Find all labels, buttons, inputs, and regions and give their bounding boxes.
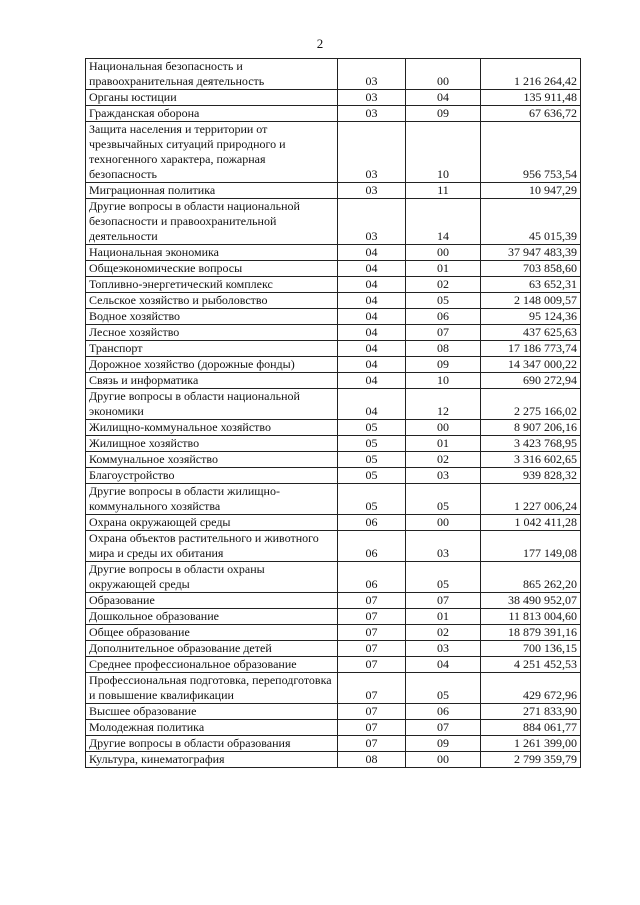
- section-code-cell: 04: [338, 293, 406, 309]
- table-row: [86, 245, 581, 261]
- section-code-cell: 07: [338, 673, 406, 704]
- subsection-code-cell: 05: [406, 562, 481, 593]
- section-code-cell: 07: [338, 641, 406, 657]
- section-code-cell: 06: [338, 515, 406, 531]
- subsection-code-cell: 03: [406, 468, 481, 484]
- table-row: [86, 122, 581, 183]
- expense-name-cell: Связь и информатика: [86, 373, 338, 389]
- budget-table: [85, 58, 581, 768]
- section-code-cell: 06: [338, 562, 406, 593]
- table-row: [86, 325, 581, 341]
- table-row: [86, 609, 581, 625]
- table-row: [86, 341, 581, 357]
- amount-cell: 135 911,48: [481, 90, 581, 106]
- section-code-cell: 04: [338, 309, 406, 325]
- amount-cell: 3 316 602,65: [481, 452, 581, 468]
- table-row: [86, 357, 581, 373]
- table-row: [86, 309, 581, 325]
- amount-cell: 703 858,60: [481, 261, 581, 277]
- subsection-code-cell: 05: [406, 673, 481, 704]
- table-row: [86, 736, 581, 752]
- amount-cell: 3 423 768,95: [481, 436, 581, 452]
- table-row: [86, 468, 581, 484]
- subsection-code-cell: 07: [406, 720, 481, 736]
- subsection-code-cell: 02: [406, 625, 481, 641]
- subsection-code-cell: 00: [406, 752, 481, 768]
- expense-name-cell: Культура, кинематография: [86, 752, 338, 768]
- section-code-cell: 07: [338, 720, 406, 736]
- amount-cell: 700 136,15: [481, 641, 581, 657]
- expense-name-cell: Другие вопросы в области образования: [86, 736, 338, 752]
- amount-cell: 18 879 391,16: [481, 625, 581, 641]
- subsection-code-cell: 04: [406, 657, 481, 673]
- expense-name-cell: Сельское хозяйство и рыболовство: [86, 293, 338, 309]
- amount-cell: 1 227 006,24: [481, 484, 581, 515]
- subsection-code-cell: 02: [406, 277, 481, 293]
- subsection-code-cell: 09: [406, 736, 481, 752]
- amount-cell: 1 261 399,00: [481, 736, 581, 752]
- table-row: [86, 625, 581, 641]
- amount-cell: 177 149,08: [481, 531, 581, 562]
- subsection-code-cell: 10: [406, 373, 481, 389]
- expense-name-cell: Благоустройство: [86, 468, 338, 484]
- section-code-cell: 04: [338, 341, 406, 357]
- subsection-code-cell: 01: [406, 609, 481, 625]
- amount-cell: 1 216 264,42: [481, 59, 581, 90]
- subsection-code-cell: 07: [406, 593, 481, 609]
- subsection-code-cell: 14: [406, 199, 481, 245]
- section-code-cell: 04: [338, 389, 406, 420]
- section-code-cell: 07: [338, 704, 406, 720]
- amount-cell: 2 275 166,02: [481, 389, 581, 420]
- table-row: [86, 452, 581, 468]
- table-row: [86, 59, 581, 90]
- subsection-code-cell: 09: [406, 357, 481, 373]
- expense-name-cell: Жилищно-коммунальное хозяйство: [86, 420, 338, 436]
- expense-name-cell: Образование: [86, 593, 338, 609]
- section-code-cell: 07: [338, 625, 406, 641]
- section-code-cell: 04: [338, 261, 406, 277]
- amount-cell: 4 251 452,53: [481, 657, 581, 673]
- amount-cell: 429 672,96: [481, 673, 581, 704]
- amount-cell: 67 636,72: [481, 106, 581, 122]
- expense-name-cell: Охрана объектов растительного и животного мира и среды их обитания: [86, 531, 338, 562]
- amount-cell: 14 347 000,22: [481, 357, 581, 373]
- subsection-code-cell: 09: [406, 106, 481, 122]
- expense-name-cell: Другие вопросы в области жилищно-коммунального хозяйства: [86, 484, 338, 515]
- amount-cell: 690 272,94: [481, 373, 581, 389]
- expense-name-cell: Общее образование: [86, 625, 338, 641]
- table-row: [86, 641, 581, 657]
- amount-cell: 2 148 009,57: [481, 293, 581, 309]
- section-code-cell: 05: [338, 452, 406, 468]
- section-code-cell: 03: [338, 199, 406, 245]
- section-code-cell: 05: [338, 468, 406, 484]
- table-row: [86, 261, 581, 277]
- table-row: [86, 720, 581, 736]
- amount-cell: 939 828,32: [481, 468, 581, 484]
- table-row: [86, 752, 581, 768]
- subsection-code-cell: 00: [406, 420, 481, 436]
- subsection-code-cell: 01: [406, 261, 481, 277]
- subsection-code-cell: 12: [406, 389, 481, 420]
- subsection-code-cell: 10: [406, 122, 481, 183]
- amount-cell: 865 262,20: [481, 562, 581, 593]
- section-code-cell: 03: [338, 183, 406, 199]
- expense-name-cell: Охрана окружающей среды: [86, 515, 338, 531]
- section-code-cell: 07: [338, 657, 406, 673]
- expense-name-cell: Другие вопросы в области охраны окружающей среды: [86, 562, 338, 593]
- amount-cell: 38 490 952,07: [481, 593, 581, 609]
- subsection-code-cell: 03: [406, 531, 481, 562]
- table-row: [86, 293, 581, 309]
- expense-name-cell: Другие вопросы в области национальной экономики: [86, 389, 338, 420]
- expense-name-cell: Общеэкономические вопросы: [86, 261, 338, 277]
- subsection-code-cell: 03: [406, 641, 481, 657]
- table-row: [86, 562, 581, 593]
- section-code-cell: 07: [338, 609, 406, 625]
- subsection-code-cell: 05: [406, 484, 481, 515]
- table-row: [86, 593, 581, 609]
- expense-name-cell: Профессиональная подготовка, переподготовка и повышение квалификации: [86, 673, 338, 704]
- section-code-cell: 05: [338, 484, 406, 515]
- section-code-cell: 05: [338, 420, 406, 436]
- subsection-code-cell: 11: [406, 183, 481, 199]
- table-row: [86, 515, 581, 531]
- amount-cell: 17 186 773,74: [481, 341, 581, 357]
- table-row: [86, 657, 581, 673]
- expense-name-cell: Молодежная политика: [86, 720, 338, 736]
- table-row: [86, 199, 581, 245]
- section-code-cell: 04: [338, 277, 406, 293]
- subsection-code-cell: 04: [406, 90, 481, 106]
- subsection-code-cell: 00: [406, 515, 481, 531]
- table-row: [86, 436, 581, 452]
- expense-name-cell: Высшее образование: [86, 704, 338, 720]
- expense-name-cell: Гражданская оборона: [86, 106, 338, 122]
- subsection-code-cell: 00: [406, 59, 481, 90]
- table-row: [86, 106, 581, 122]
- amount-cell: 884 061,77: [481, 720, 581, 736]
- budget-table-body: [86, 59, 581, 768]
- amount-cell: 45 015,39: [481, 199, 581, 245]
- section-code-cell: 03: [338, 59, 406, 90]
- expense-name-cell: Дорожное хозяйство (дорожные фонды): [86, 357, 338, 373]
- section-code-cell: 03: [338, 122, 406, 183]
- section-code-cell: 03: [338, 90, 406, 106]
- subsection-code-cell: 06: [406, 704, 481, 720]
- subsection-code-cell: 07: [406, 325, 481, 341]
- section-code-cell: 04: [338, 373, 406, 389]
- amount-cell: 95 124,36: [481, 309, 581, 325]
- amount-cell: 8 907 206,16: [481, 420, 581, 436]
- subsection-code-cell: 00: [406, 245, 481, 261]
- amount-cell: 271 833,90: [481, 704, 581, 720]
- section-code-cell: 04: [338, 357, 406, 373]
- table-row: [86, 183, 581, 199]
- table-row: [86, 673, 581, 704]
- subsection-code-cell: 01: [406, 436, 481, 452]
- section-code-cell: 08: [338, 752, 406, 768]
- expense-name-cell: Национальная экономика: [86, 245, 338, 261]
- section-code-cell: 03: [338, 106, 406, 122]
- expense-name-cell: Дошкольное образование: [86, 609, 338, 625]
- amount-cell: 2 799 359,79: [481, 752, 581, 768]
- expense-name-cell: Водное хозяйство: [86, 309, 338, 325]
- expense-name-cell: Транспорт: [86, 341, 338, 357]
- expense-name-cell: Защита населения и территории от чрезвычайных ситуаций природного и техногенного характера, пожарная безопасность: [86, 122, 338, 183]
- table-row: [86, 484, 581, 515]
- table-row: [86, 277, 581, 293]
- expense-name-cell: Органы юстиции: [86, 90, 338, 106]
- section-code-cell: 04: [338, 325, 406, 341]
- expense-name-cell: Жилищное хозяйство: [86, 436, 338, 452]
- section-code-cell: 04: [338, 245, 406, 261]
- expense-name-cell: Лесное хозяйство: [86, 325, 338, 341]
- expense-name-cell: Национальная безопасность и правоохранительная деятельность: [86, 59, 338, 90]
- expense-name-cell: Дополнительное образование детей: [86, 641, 338, 657]
- amount-cell: 37 947 483,39: [481, 245, 581, 261]
- expense-name-cell: Другие вопросы в области национальной безопасности и правоохранительной деятельности: [86, 199, 338, 245]
- section-code-cell: 07: [338, 736, 406, 752]
- table-row: [86, 420, 581, 436]
- section-code-cell: 07: [338, 593, 406, 609]
- expense-name-cell: Коммунальное хозяйство: [86, 452, 338, 468]
- amount-cell: 10 947,29: [481, 183, 581, 199]
- amount-cell: 1 042 411,28: [481, 515, 581, 531]
- table-row: [86, 90, 581, 106]
- section-code-cell: 05: [338, 436, 406, 452]
- amount-cell: 11 813 004,60: [481, 609, 581, 625]
- table-row: [86, 389, 581, 420]
- subsection-code-cell: 06: [406, 309, 481, 325]
- expense-name-cell: Среднее профессиональное образование: [86, 657, 338, 673]
- amount-cell: 956 753,54: [481, 122, 581, 183]
- table-row: [86, 531, 581, 562]
- table-row: [86, 704, 581, 720]
- subsection-code-cell: 08: [406, 341, 481, 357]
- page-number: 2: [316, 36, 324, 51]
- expense-name-cell: Миграционная политика: [86, 183, 338, 199]
- expense-name-cell: Топливно-энергетический комплекс: [86, 277, 338, 293]
- section-code-cell: 06: [338, 531, 406, 562]
- table-row: [86, 373, 581, 389]
- subsection-code-cell: 02: [406, 452, 481, 468]
- subsection-code-cell: 05: [406, 293, 481, 309]
- amount-cell: 63 652,31: [481, 277, 581, 293]
- amount-cell: 437 625,63: [481, 325, 581, 341]
